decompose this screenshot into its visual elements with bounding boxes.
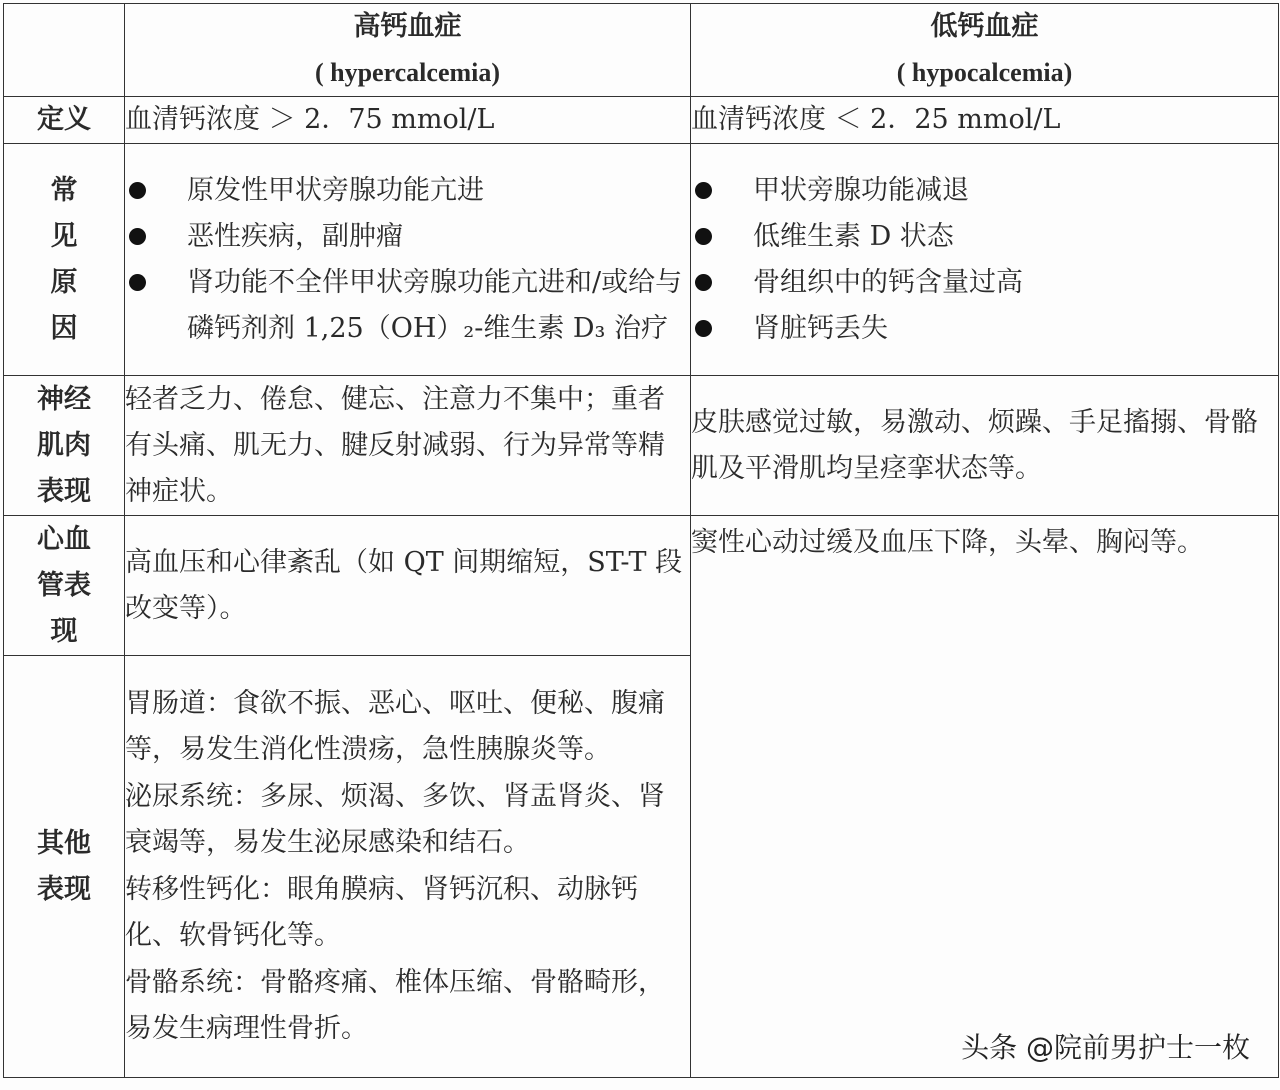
causes-hypo-list: [691, 168, 1278, 352]
list-item: [125, 260, 690, 352]
hypercalcemia-subtitle: ( hypercalcemia): [314, 58, 501, 87]
bullet-icon: [129, 274, 146, 291]
label-line: 见: [50, 220, 78, 252]
label-line: 其他: [37, 827, 91, 859]
bullet-icon: [695, 320, 712, 337]
cardiovascular-other-hypo: [691, 516, 1279, 1078]
label-cardiovascular: [4, 516, 125, 656]
label-line: 管表: [37, 569, 91, 601]
list-item: [691, 168, 1278, 214]
label-line: 原: [50, 266, 78, 298]
header-hypocalcemia: [691, 4, 1279, 97]
hypercalcemia-title: 高钙血症: [353, 11, 462, 42]
label-definition: 定义: [4, 97, 125, 144]
watermark-text: 头条 @院前男护士一枚: [961, 1031, 1250, 1064]
list-item: [125, 214, 690, 260]
list-item-text: 肾脏钙丢失: [753, 312, 888, 344]
hypocalcemia-subtitle: ( hypocalcemia): [896, 58, 1073, 87]
cell-text: 窦性心动过缓及血压下降，头晕、胸闷等。: [691, 527, 1204, 558]
label-neuromuscular: [4, 376, 125, 516]
row-cardiovascular: [4, 516, 1279, 656]
list-item-text: 骨组织中的钙含量过高: [753, 266, 1023, 298]
bullet-icon: [695, 182, 712, 199]
cell-text: 轻者乏力、倦怠、健忘、注意力不集中；重者有头痛、肌无力、腱反射减弱、行为异常等精神症状。: [125, 383, 665, 507]
label-line: 肌肉: [37, 429, 91, 461]
label-line: 表现: [37, 873, 91, 905]
label-other: [4, 656, 125, 1078]
list-item: [691, 306, 1278, 352]
header-hypercalcemia: [125, 4, 691, 97]
row-neuromuscular: [4, 376, 1279, 516]
paragraph: 胃肠道：食欲不振、恶心、呕吐、便秘、腹痛等，易发生消化性溃疡，急性胰腺炎等。: [125, 687, 665, 765]
list-item-text: 低维生素 D 状态: [753, 220, 954, 252]
list-item: [125, 168, 690, 214]
calcemia-comparison-table: [3, 3, 1279, 1078]
cell-text: 高血压和心律紊乱（如 QT 间期缩短，ST-T 段改变等）。: [125, 546, 683, 624]
row-definition: [4, 97, 1279, 144]
list-item: [691, 214, 1278, 260]
causes-hyper-list: [125, 168, 690, 352]
label-line: 现: [50, 615, 78, 647]
paragraph: 骨骼系统：骨骼疼痛、椎体压缩、骨骼畸形，易发生病理性骨折。: [125, 966, 665, 1044]
causes-hypo: [691, 144, 1279, 376]
causes-hyper: [125, 144, 691, 376]
neuromuscular-hyper: [125, 376, 691, 516]
label-causes: [4, 144, 125, 376]
label-line: 因: [50, 312, 78, 344]
list-item-text: 原发性甲状旁腺功能亢进: [187, 174, 484, 206]
cardiovascular-hyper: [125, 516, 691, 656]
definition-hypo: 血清钙浓度 ＜ 2．25 mmol/L: [691, 97, 1279, 144]
label-line: 神经: [37, 383, 91, 415]
header-row: [4, 4, 1279, 97]
list-item: [691, 260, 1278, 306]
bullet-icon: [695, 228, 712, 245]
label-line: 表现: [37, 475, 91, 507]
list-item-text: 恶性疾病，副肿瘤: [187, 220, 403, 252]
paragraph: 泌尿系统：多尿、烦渴、多饮、肾盂肾炎、肾衰竭等，易发生泌尿感染和结石。: [125, 780, 665, 858]
paragraph: 转移性钙化：眼角膜病、肾钙沉积、动脉钙化、软骨钙化等。: [125, 873, 638, 951]
hypocalcemia-title: 低钙血症: [930, 11, 1039, 42]
definition-hyper: 血清钙浓度 ＞ 2．75 mmol/L: [125, 97, 691, 144]
bullet-icon: [695, 274, 712, 291]
label-line: 常: [50, 174, 78, 206]
list-item-text: 肾功能不全伴甲状旁腺功能亢进和/或给与磷钙剂剂 1,25（OH）₂-维生素 D₃ 治疗: [187, 266, 683, 344]
cell-text: 皮肤感觉过敏，易激动、烦躁、手足搐搦、骨骼肌及平滑肌均呈痉挛状态等。: [691, 406, 1258, 484]
list-item-text: 甲状旁腺功能减退: [753, 174, 969, 206]
row-causes: [4, 144, 1279, 376]
other-hyper: [125, 656, 691, 1078]
label-line: 心血: [37, 523, 91, 555]
header-corner-cell: [4, 4, 125, 97]
neuromuscular-hypo: [691, 376, 1279, 516]
bullet-icon: [129, 228, 146, 245]
bullet-icon: [129, 182, 146, 199]
